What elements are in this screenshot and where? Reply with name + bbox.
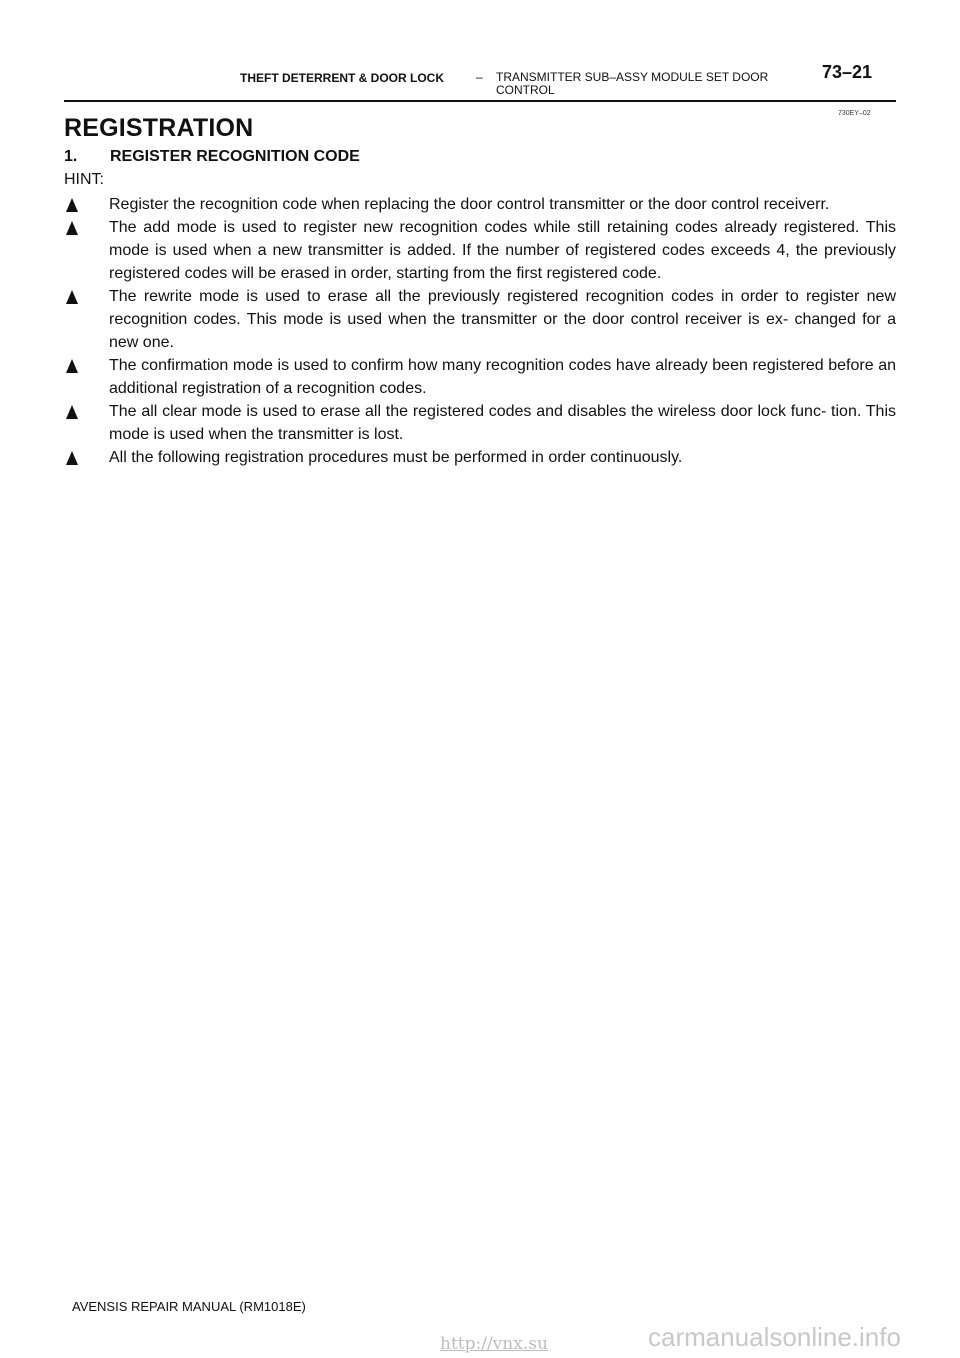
triangle-bullet-icon — [66, 451, 78, 465]
list-item — [64, 216, 896, 285]
triangle-bullet-icon — [66, 405, 78, 419]
list-item — [64, 193, 896, 216]
page-number: 73–21 — [822, 62, 873, 82]
watermark-url: http://vnx.su — [440, 1334, 548, 1354]
header-divider — [64, 100, 896, 102]
bullet-text: All the following registration procedures must be performed in order continuously. — [109, 449, 683, 466]
triangle-bullet-icon — [66, 290, 78, 304]
list-item — [64, 285, 896, 354]
watermark-site: carmanualsonline.info — [648, 1322, 901, 1352]
document-code: 730EY–02 — [838, 110, 871, 117]
bullet-text: Register the recognition code when replacing the door control transmitter or the door control receiverr. — [109, 196, 830, 213]
triangle-bullet-icon — [66, 359, 78, 373]
bullet-text: The rewrite mode is used to erase all the previously registered recognition codes in order to register new recognition codes. This mode is used when the transmitter or the door control receiver is ex- changed for a new one. — [109, 288, 896, 351]
header-subject: TRANSMITTER SUB–ASSY MODULE SET DOOR CONTROL — [496, 70, 769, 97]
list-item — [64, 446, 896, 469]
triangle-bullet-icon — [66, 221, 78, 235]
header-section-title: THEFT DETERRENT & DOOR LOCK — [240, 71, 444, 85]
list-item — [64, 354, 896, 400]
bullet-text: The add mode is used to register new recognition codes while still retaining codes already registered. This mode is used when a new transmitter is added. If the number of registered codes exceeds 4, the previously registered codes will be erased in order, starting from the first registered code. — [109, 219, 896, 282]
page-title: REGISTRATION — [64, 114, 254, 142]
triangle-bullet-icon — [66, 198, 78, 212]
step-heading — [64, 148, 360, 166]
footer-manual-title: AVENSIS REPAIR MANUAL (RM1018E) — [72, 1299, 306, 1314]
hint-label: HINT: — [64, 171, 104, 188]
list-item — [64, 400, 896, 446]
hint-bullet-list — [64, 193, 896, 469]
step-number: 1. — [64, 148, 78, 165]
page-header — [0, 0, 960, 102]
header-separator: – — [476, 70, 483, 84]
bullet-text: The all clear mode is used to erase all the registered codes and disables the wireless door lock func- tion. This mode is used when the transmitter is lost. — [109, 403, 896, 443]
step-label: REGISTER RECOGNITION CODE — [110, 148, 360, 165]
bullet-text: The confirmation mode is used to confirm how many recognition codes have already been registered before an additional registration of a recognition codes. — [109, 357, 896, 397]
